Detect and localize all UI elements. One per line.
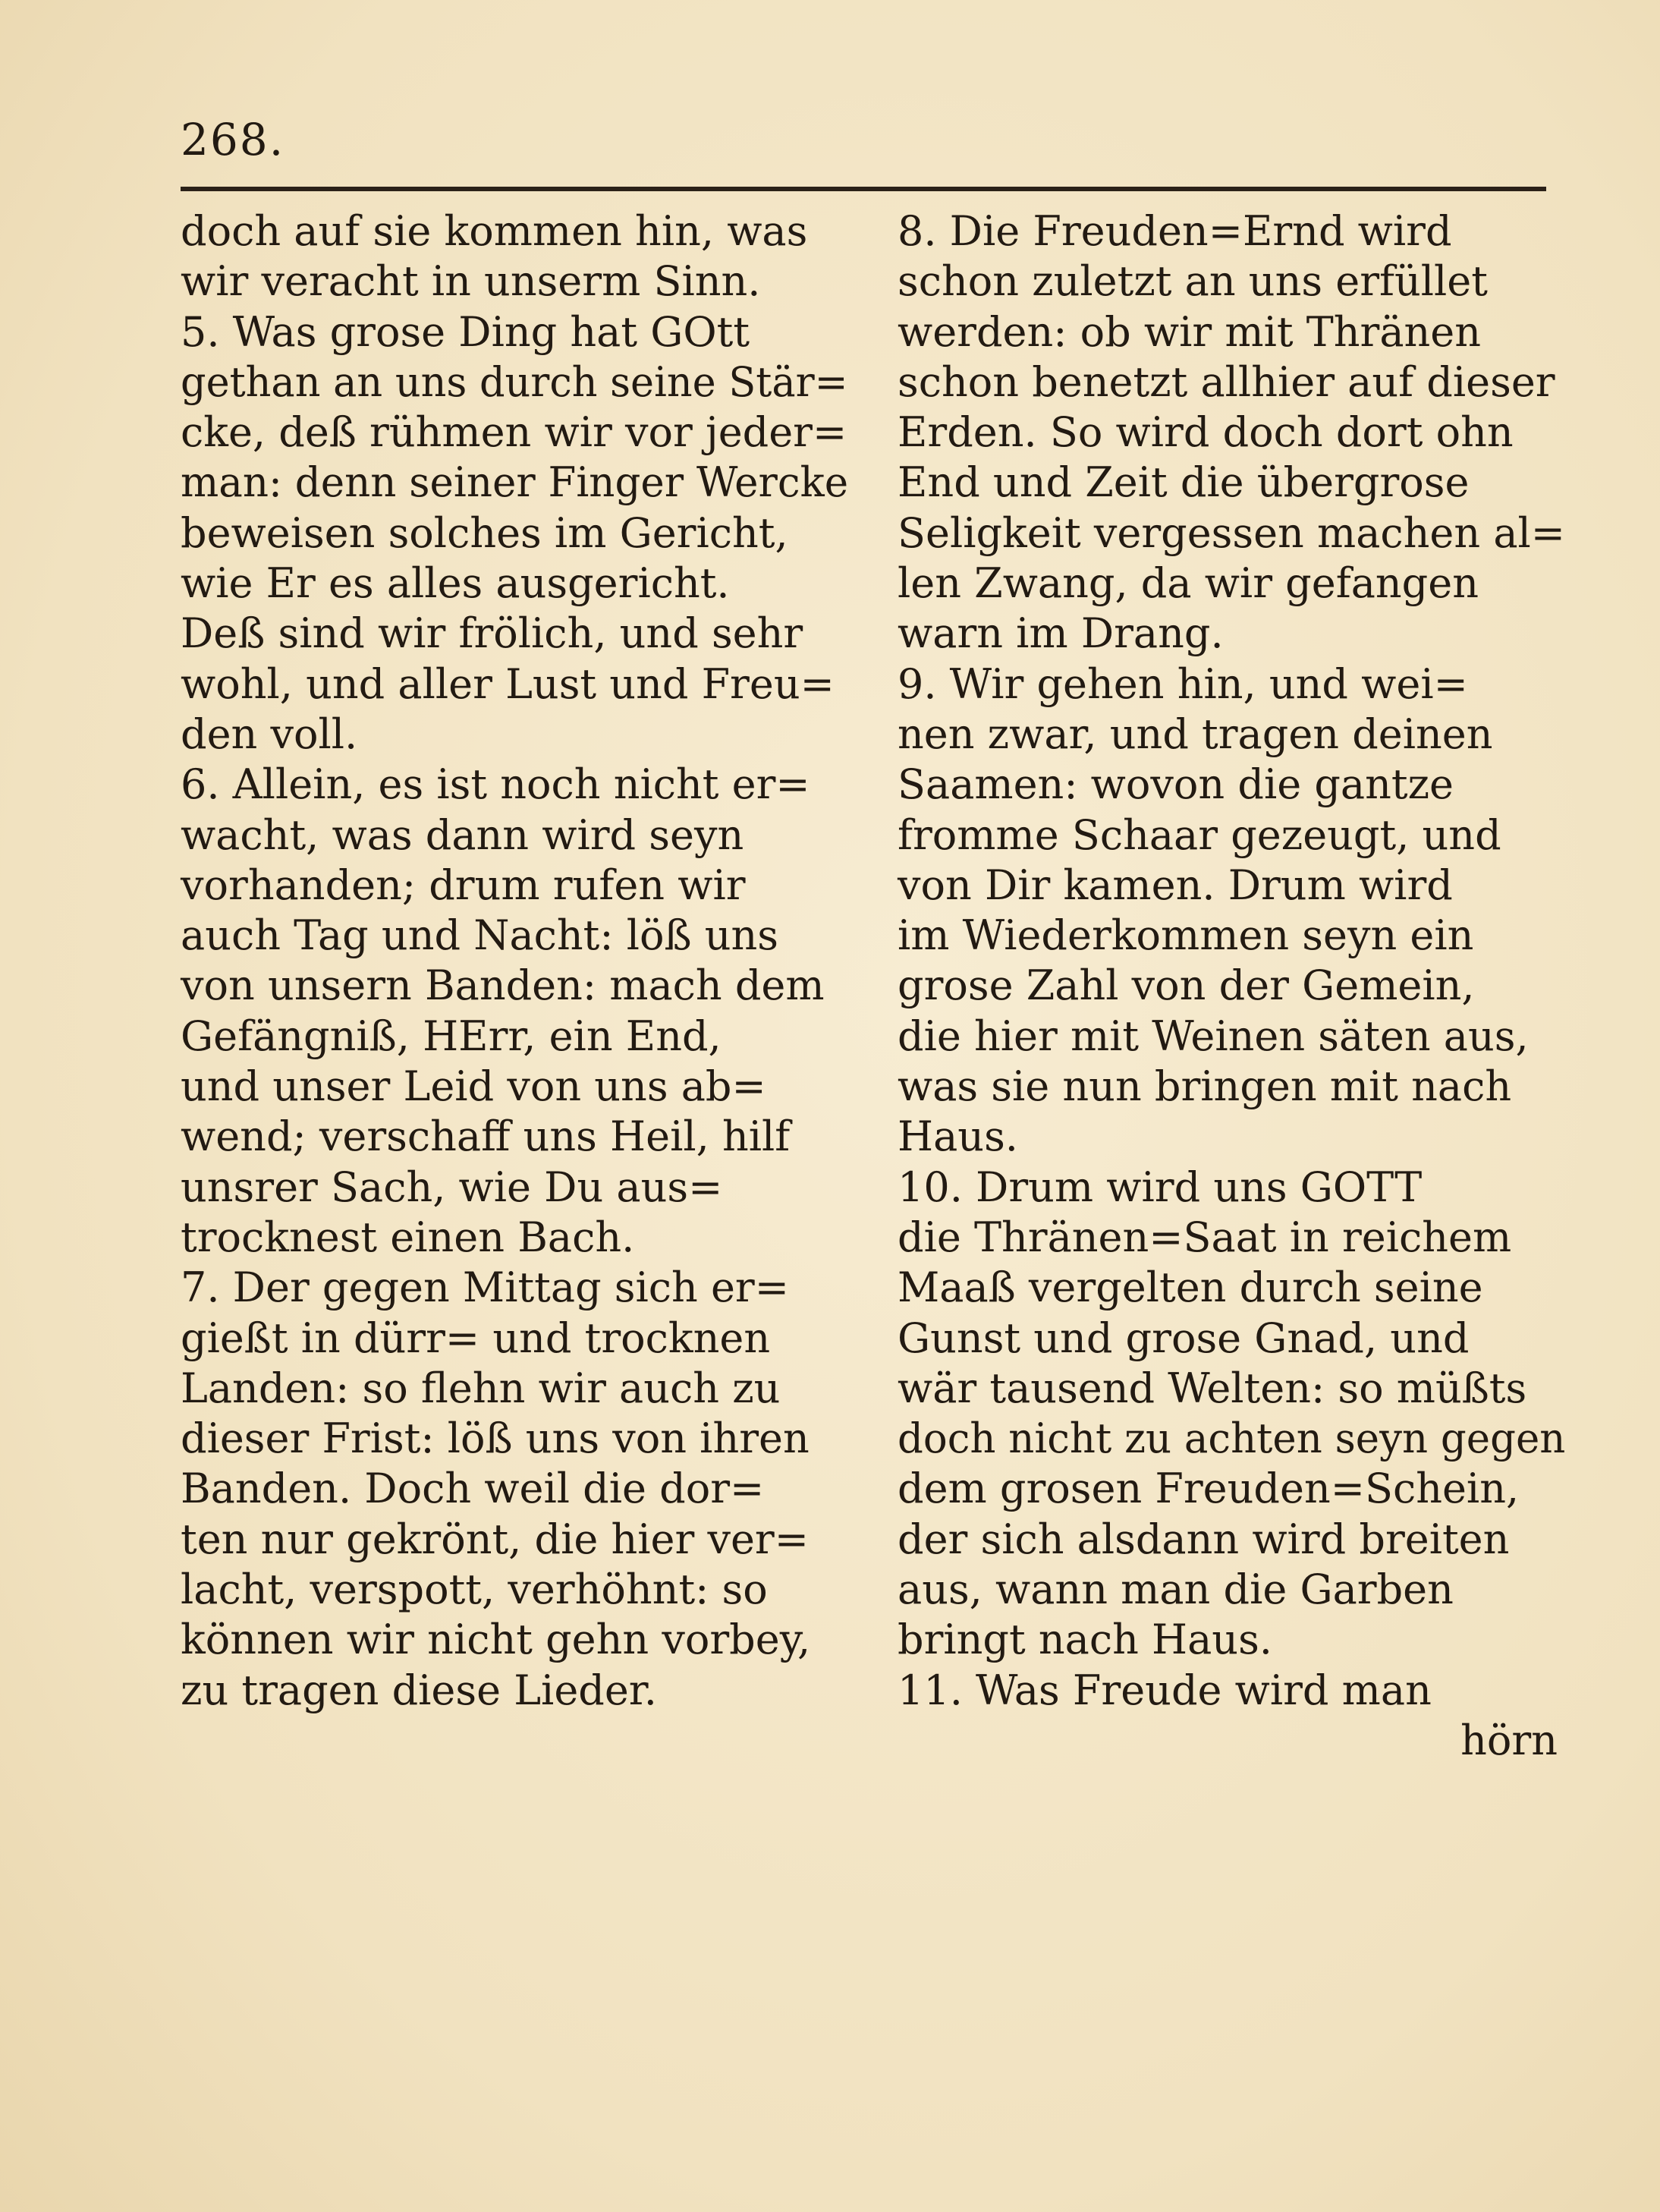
- text-line: werden: ob wir mit Thränen: [898, 307, 1482, 356]
- text-line: nen zwar, und tragen deinen: [898, 710, 1493, 758]
- text-line: dieser Frist: löß uns von ihren: [181, 1414, 810, 1463]
- text-line: zu tragen diese Lieder.: [181, 1666, 657, 1714]
- text-line: Haus.: [898, 1112, 1018, 1161]
- text-line: der sich alsdann wird breiten: [898, 1515, 1510, 1563]
- text-line: wie Er es alles ausgericht.: [181, 559, 730, 608]
- catchword: hörn: [1460, 1716, 1558, 1764]
- text-line: den voll.: [181, 710, 358, 758]
- text-line: von Dir kamen. Drum wird: [898, 861, 1453, 909]
- text-line: cke, deß rühmen wir vor jeder=: [181, 408, 847, 457]
- text-line: grose Zahl von der Gemein,: [898, 961, 1475, 1010]
- text-line: wär tausend Welten: so müßts: [898, 1364, 1527, 1412]
- text-line: doch auf sie kommen hin, was: [181, 207, 808, 255]
- text-line: von unsern Banden: mach dem: [181, 961, 825, 1010]
- text-line: warn im Drang.: [898, 609, 1224, 658]
- text-line: auch Tag und Nacht: löß uns: [181, 911, 779, 960]
- header-rule: [181, 187, 1546, 191]
- text-line: vorhanden; drum rufen wir: [181, 861, 746, 909]
- text-line: doch nicht zu achten seyn gegen: [898, 1414, 1566, 1463]
- text-line: unsrer Sach, wie Du aus=: [181, 1163, 723, 1211]
- text-line: Landen: so flehn wir auch zu: [181, 1364, 781, 1412]
- text-line: man: denn seiner Finger Wercke: [181, 458, 849, 507]
- text-line: Gunst und grose Gnad, und: [898, 1314, 1470, 1362]
- text-line: wacht, was dann wird seyn: [181, 810, 744, 859]
- text-line: Banden. Doch weil die dor=: [181, 1465, 765, 1513]
- text-line: End und Zeit die übergrose: [898, 458, 1470, 507]
- page-number: 268.: [181, 114, 285, 165]
- text-line: gießt in dürr= und trocknen: [181, 1314, 771, 1362]
- text-line: 10. Drum wird uns GOTT: [898, 1163, 1423, 1211]
- text-line: wohl, und aller Lust und Freu=: [181, 659, 835, 708]
- text-line: aus, wann man die Garben: [898, 1565, 1454, 1614]
- text-line: im Wiederkommen seyn ein: [898, 911, 1474, 960]
- text-line: Maaß vergelten durch seine: [898, 1263, 1483, 1312]
- text-line: Gefängniß, HErr, ein End,: [181, 1012, 722, 1060]
- text-line: 6. Allein, es ist noch nicht er=: [181, 760, 810, 809]
- text-line: lacht, verspott, verhöhnt: so: [181, 1565, 768, 1614]
- text-line: können wir nicht gehn vorbey,: [181, 1616, 811, 1664]
- text-line: wend; verschaff uns Heil, hilf: [181, 1112, 791, 1161]
- text-line: beweisen solches im Gericht,: [181, 508, 788, 557]
- text-line: ten nur gekrönt, die hier ver=: [181, 1515, 809, 1563]
- text-line: dem grosen Freuden=Schein,: [898, 1465, 1520, 1513]
- text-line: was sie nun bringen mit nach: [898, 1062, 1512, 1111]
- text-line: 9. Wir gehen hin, und wei=: [898, 659, 1468, 708]
- text-line: Deß sind wir frölich, und sehr: [181, 609, 803, 658]
- text-line: schon zuletzt an uns erfüllet: [898, 257, 1488, 306]
- text-line: die hier mit Weinen säten aus,: [898, 1012, 1529, 1060]
- text-line: len Zwang, da wir gefangen: [898, 559, 1479, 608]
- text-line: Erden. So wird doch dort ohn: [898, 408, 1514, 457]
- text-line: schon benetzt allhier auf dieser: [898, 357, 1555, 406]
- text-line: 11. Was Freude wird man: [898, 1666, 1432, 1714]
- text-line: 7. Der gegen Mittag sich er=: [181, 1263, 789, 1312]
- left-column: [181, 206, 848, 1716]
- text-line: 5. Was grose Ding hat GOtt: [181, 307, 750, 356]
- text-line: fromme Schaar gezeugt, und: [898, 810, 1501, 859]
- text-line: Seligkeit vergessen machen al=: [898, 508, 1566, 557]
- text-line: bringt nach Haus.: [898, 1616, 1272, 1664]
- text-line: die Thränen=Saat in reichem: [898, 1213, 1512, 1261]
- text-line: Saamen: wovon die gantze: [898, 760, 1454, 809]
- text-line: 8. Die Freuden=Ernd wird: [898, 207, 1452, 255]
- text-line: gethan an uns durch seine Stär=: [181, 357, 848, 406]
- text-line: wir veracht in unserm Sinn.: [181, 257, 761, 306]
- right-column: [898, 206, 1565, 1766]
- text-line: und unser Leid von uns ab=: [181, 1062, 766, 1111]
- text-line: trocknest einen Bach.: [181, 1213, 635, 1261]
